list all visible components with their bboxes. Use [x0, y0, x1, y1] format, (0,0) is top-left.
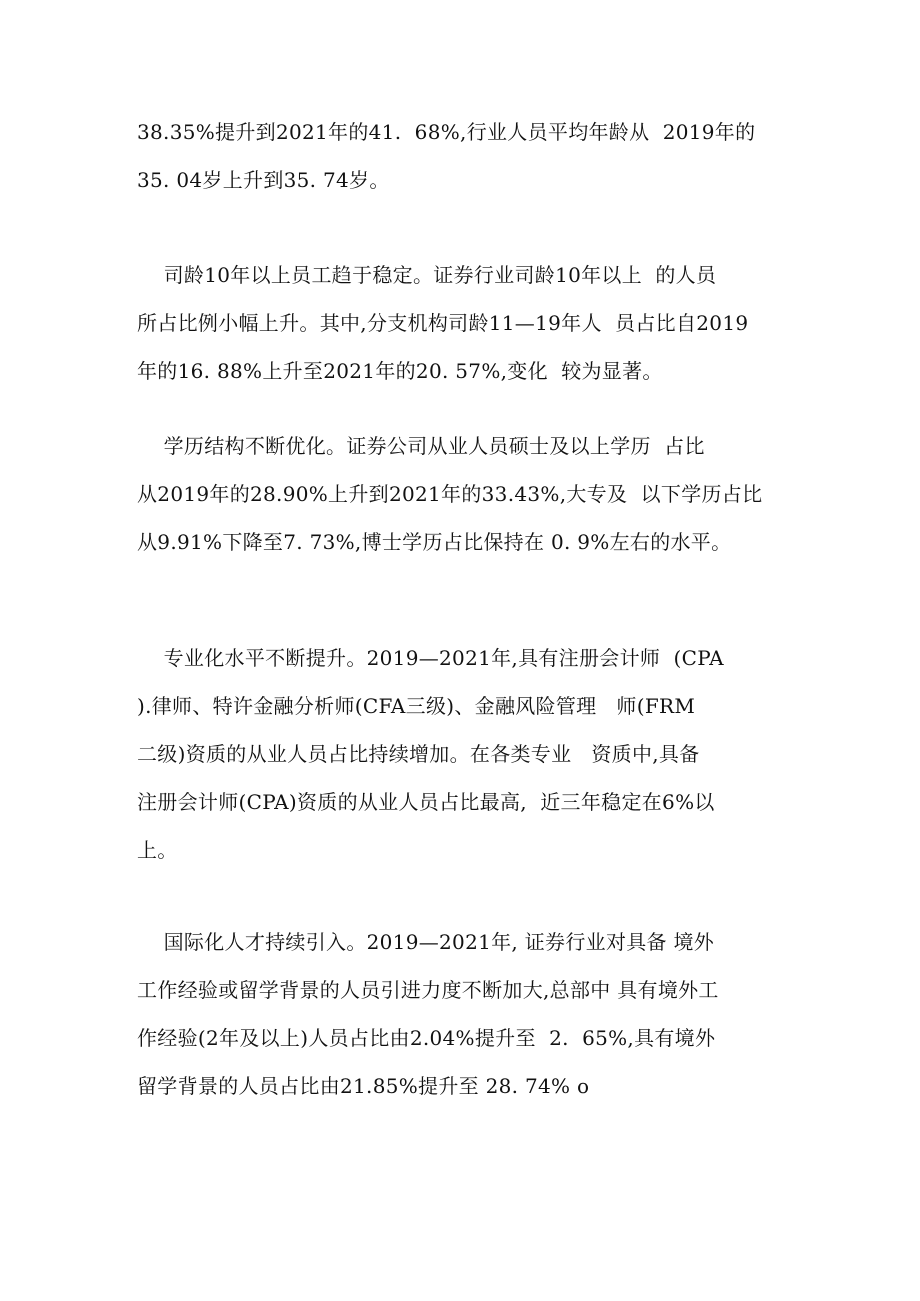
paragraph-international-talent [137, 918, 817, 1110]
text-line: 所占比例小幅上升。其中,分支机构司龄11—19年人 员占比自2019 [137, 311, 749, 335]
text-line: 从9.91%下降至7. 73%,博士学历占比保持在 0. 9%左右的水平。 [137, 530, 732, 554]
text-line: 留学背景的人员占比由21.85%提升至 28. 74% o [137, 1074, 590, 1098]
text-line: 上。 [137, 838, 178, 862]
text-line: ).律师、特许金融分析师(CFA三级)、金融风险管理 师(FRM [137, 694, 696, 718]
paragraph-professional-qualifications [137, 634, 817, 874]
text-line: 专业化水平不断提升。2019—2021年,具有注册会计师 (CPA [137, 646, 724, 670]
text-line: 学历结构不断优化。证券公司从业人员硕士及以上学历 占比 [137, 434, 705, 458]
text-line: 工作经验或留学背景的人员引进力度不断加大,总部中 具有境外工 [137, 978, 719, 1002]
text-line: 国际化人才持续引入。2019—2021年, 证券行业对具备 境外 [137, 930, 715, 954]
text-line: 38.35%提升到2021年的41. 68%,行业人员平均年龄从 2019年的 [137, 120, 756, 144]
text-line: 司龄10年以上员工趋于稳定。证券行业司龄10年以上 的人员 [137, 263, 717, 287]
text-line: 从2019年的28.90%上升到2021年的33.43%,大专及 以下学历占比 [137, 482, 763, 506]
text-line: 作经验(2年及以上)人员占比由2.04%提升至 2. 65%,具有境外 [137, 1026, 716, 1050]
paragraph-education-structure [137, 422, 817, 566]
text-line: 注册会计师(CPA)资质的从业人员占比最高, 近三年稳定在6%以 [137, 790, 715, 814]
text-line: 年的16. 88%上升至2021年的20. 57%,变化 较为显著。 [137, 359, 663, 383]
text-line: 35. 04岁上升到35. 74岁。 [137, 168, 390, 192]
text-line: 二级)资质的从业人员占比持续增加。在各类专业 资质中,具备 [137, 742, 700, 766]
paragraph-age-statistics [137, 108, 817, 204]
paragraph-tenure-stability [137, 251, 817, 395]
